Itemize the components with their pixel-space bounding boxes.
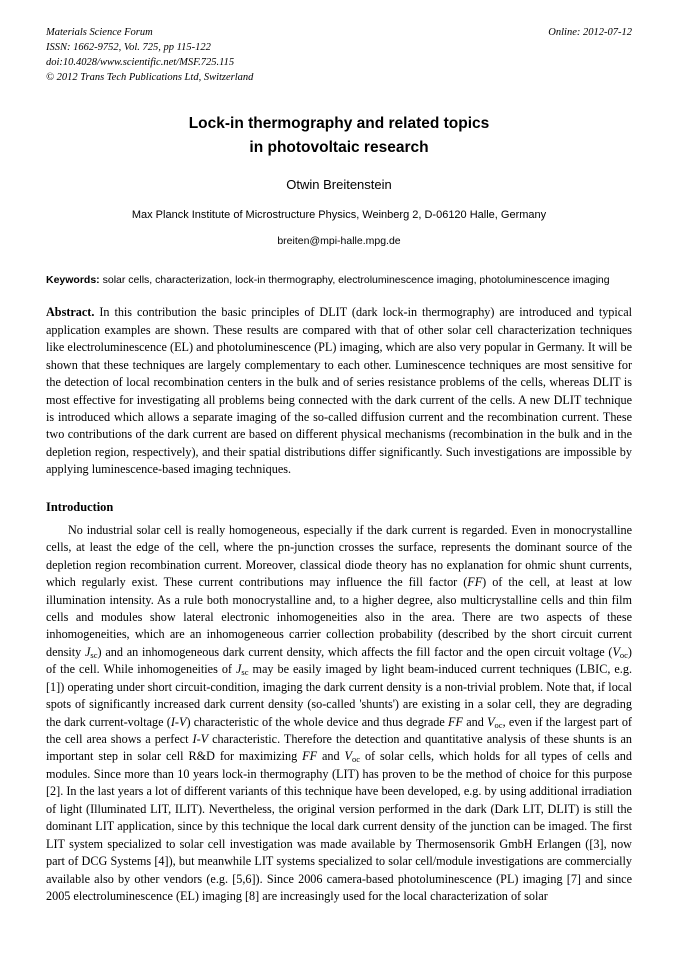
page-title-line-1: Lock-in thermography and related topics — [188, 114, 490, 132]
issn-volume-line: ISSN: 1662-9752, Vol. 725, pp 115-122 — [46, 41, 211, 53]
keywords-text: solar cells, characterization, lock-in thermography, electroluminescence imaging, photoluminescence imaging — [102, 273, 610, 286]
online-date: Online: 2012-07-12 — [548, 27, 632, 38]
abstract-label: Abstract. — [46, 305, 95, 320]
author-email: breiten@mpi-halle.mpg.de — [277, 234, 401, 247]
page-title-line-2: in photovoltaic research — [249, 138, 429, 156]
section-heading-introduction: Introduction — [46, 499, 114, 514]
keywords-label: Keywords: — [46, 273, 100, 286]
title-block — [46, 112, 632, 247]
header-left-block — [46, 26, 253, 86]
keywords-block — [46, 273, 632, 289]
introduction-paragraph: No industrial solar cell is really homogeneous, especially if the dark current is regarded. Even in monocrystalline cells, at least the edge of the cell, where the pn-junction crosses the surface, represents the dominant source of the depletion region recombination current. Moreover, classical diode theory has no explanation for ohmic shunt currents, which regularly exist. These current contributions may influence the fill factor (FF) of the cell, at least at low illumination intensity. As a rule both monocrystalline and, to a higher degree, also multicrystalline cells and thin film cells and modules show lateral electronic inhomogeneities also in the area. There are two aspects of these inhomogeneities, which are an inhomogeneous carrier collection probability (described by the short circuit current density $J_{sc}$) and an inhomogeneous dark current density, which affects the fill factor and the open circuit voltage $(V_{oc})$ of the cell. While inhomogeneities of $J_{sc}$ may be easily imaged by light beam-induced current techniques (LBIC, e.g. [1]) operating under short circuit-condition, imaging the dark current density is a non-trivial problem. Note that, if local spots of significantly increased dark current density (so-called 'shunts') are existing in a solar cell, they are degrading the dark current-voltage (I-V) characteristic of the whole device and thus degrade FF and $V_{oc}$, even if the largest part of the cell area shows a perfect I-V characteristic. Therefore the detection and quantitative analysis of these shunts is an important step in solar cell R&D for maximizing FF and $V_{oc}$ of solar cells, which holds for all types of cells and modules. Since more than 10 years lock-in thermography (LIT) has proven to be the method of choice for this purpose [2]. In the last years a lot of different variants of this technique have been developed, e.g. by using additional irradiation of light (Illuminated LIT, ILIT). Nevertheless, the original version performed in the dark (Dark LIT, DLIT) is still the dominant LIT application, since by this technique the local dark current density of the junction can be imaged. The first LIT system specialized to solar cell investigation was made available by Thermosensorik GmbH Erlangen ([3], now part of DCG Systems [4]), but meanwhile LIT systems specialized to solar cell/module investigations are commercially available also by other vendors (e.g. [5,6]). Since 2006 camera-based photoluminescence (PL) imaging [7] and since 2005 electroluminescence (EL) imaging [8] are increasingly used for the local characterization of solar — [46, 522, 633, 903]
doi-line: doi:10.4028/www.scientific.net/MSF.725.115 — [46, 56, 235, 68]
abstract-text: In this contribution the basic principles of DLIT (dark lock-in thermography) are introduced and typical application examples are shown. These results are compared with that of other solar cell characterization techniques like electroluminescence (EL) and photoluminescence (PL) imaging, which are also very popular in Germany. It will be shown that these techniques are largely complementary to each other. Luminescence techniques are most sensitive for the detection of local recombination centers in the bulk and of series resistance problems of the cells, whereas DLIT is most effective for investigating all problems being connected with the dark current of the cells. A new DLIT technique is introduced which allows a separate imaging of the so-called diffusion current and the recombination current. These two contributions of the dark current are based on different physical mechanisms (recombination in the bulk and in the depletion region, respectively), and their spatial distributions differ significantly. Such investigations are impossible by applying luminescence-based imaging techniques. — [46, 305, 632, 477]
page-header — [46, 26, 632, 86]
abstract-block — [46, 304, 632, 478]
copyright-line: © 2012 Trans Tech Publications Ltd, Switzerland — [46, 71, 254, 83]
header-right-block — [548, 26, 632, 41]
author-affiliation: Max Planck Institute of Microstructure Physics, Weinberg 2, D-06120 Halle, Germany — [131, 208, 547, 221]
author-name: Otwin Breitenstein — [286, 176, 392, 192]
journal-name: Materials Science Forum — [46, 27, 153, 38]
